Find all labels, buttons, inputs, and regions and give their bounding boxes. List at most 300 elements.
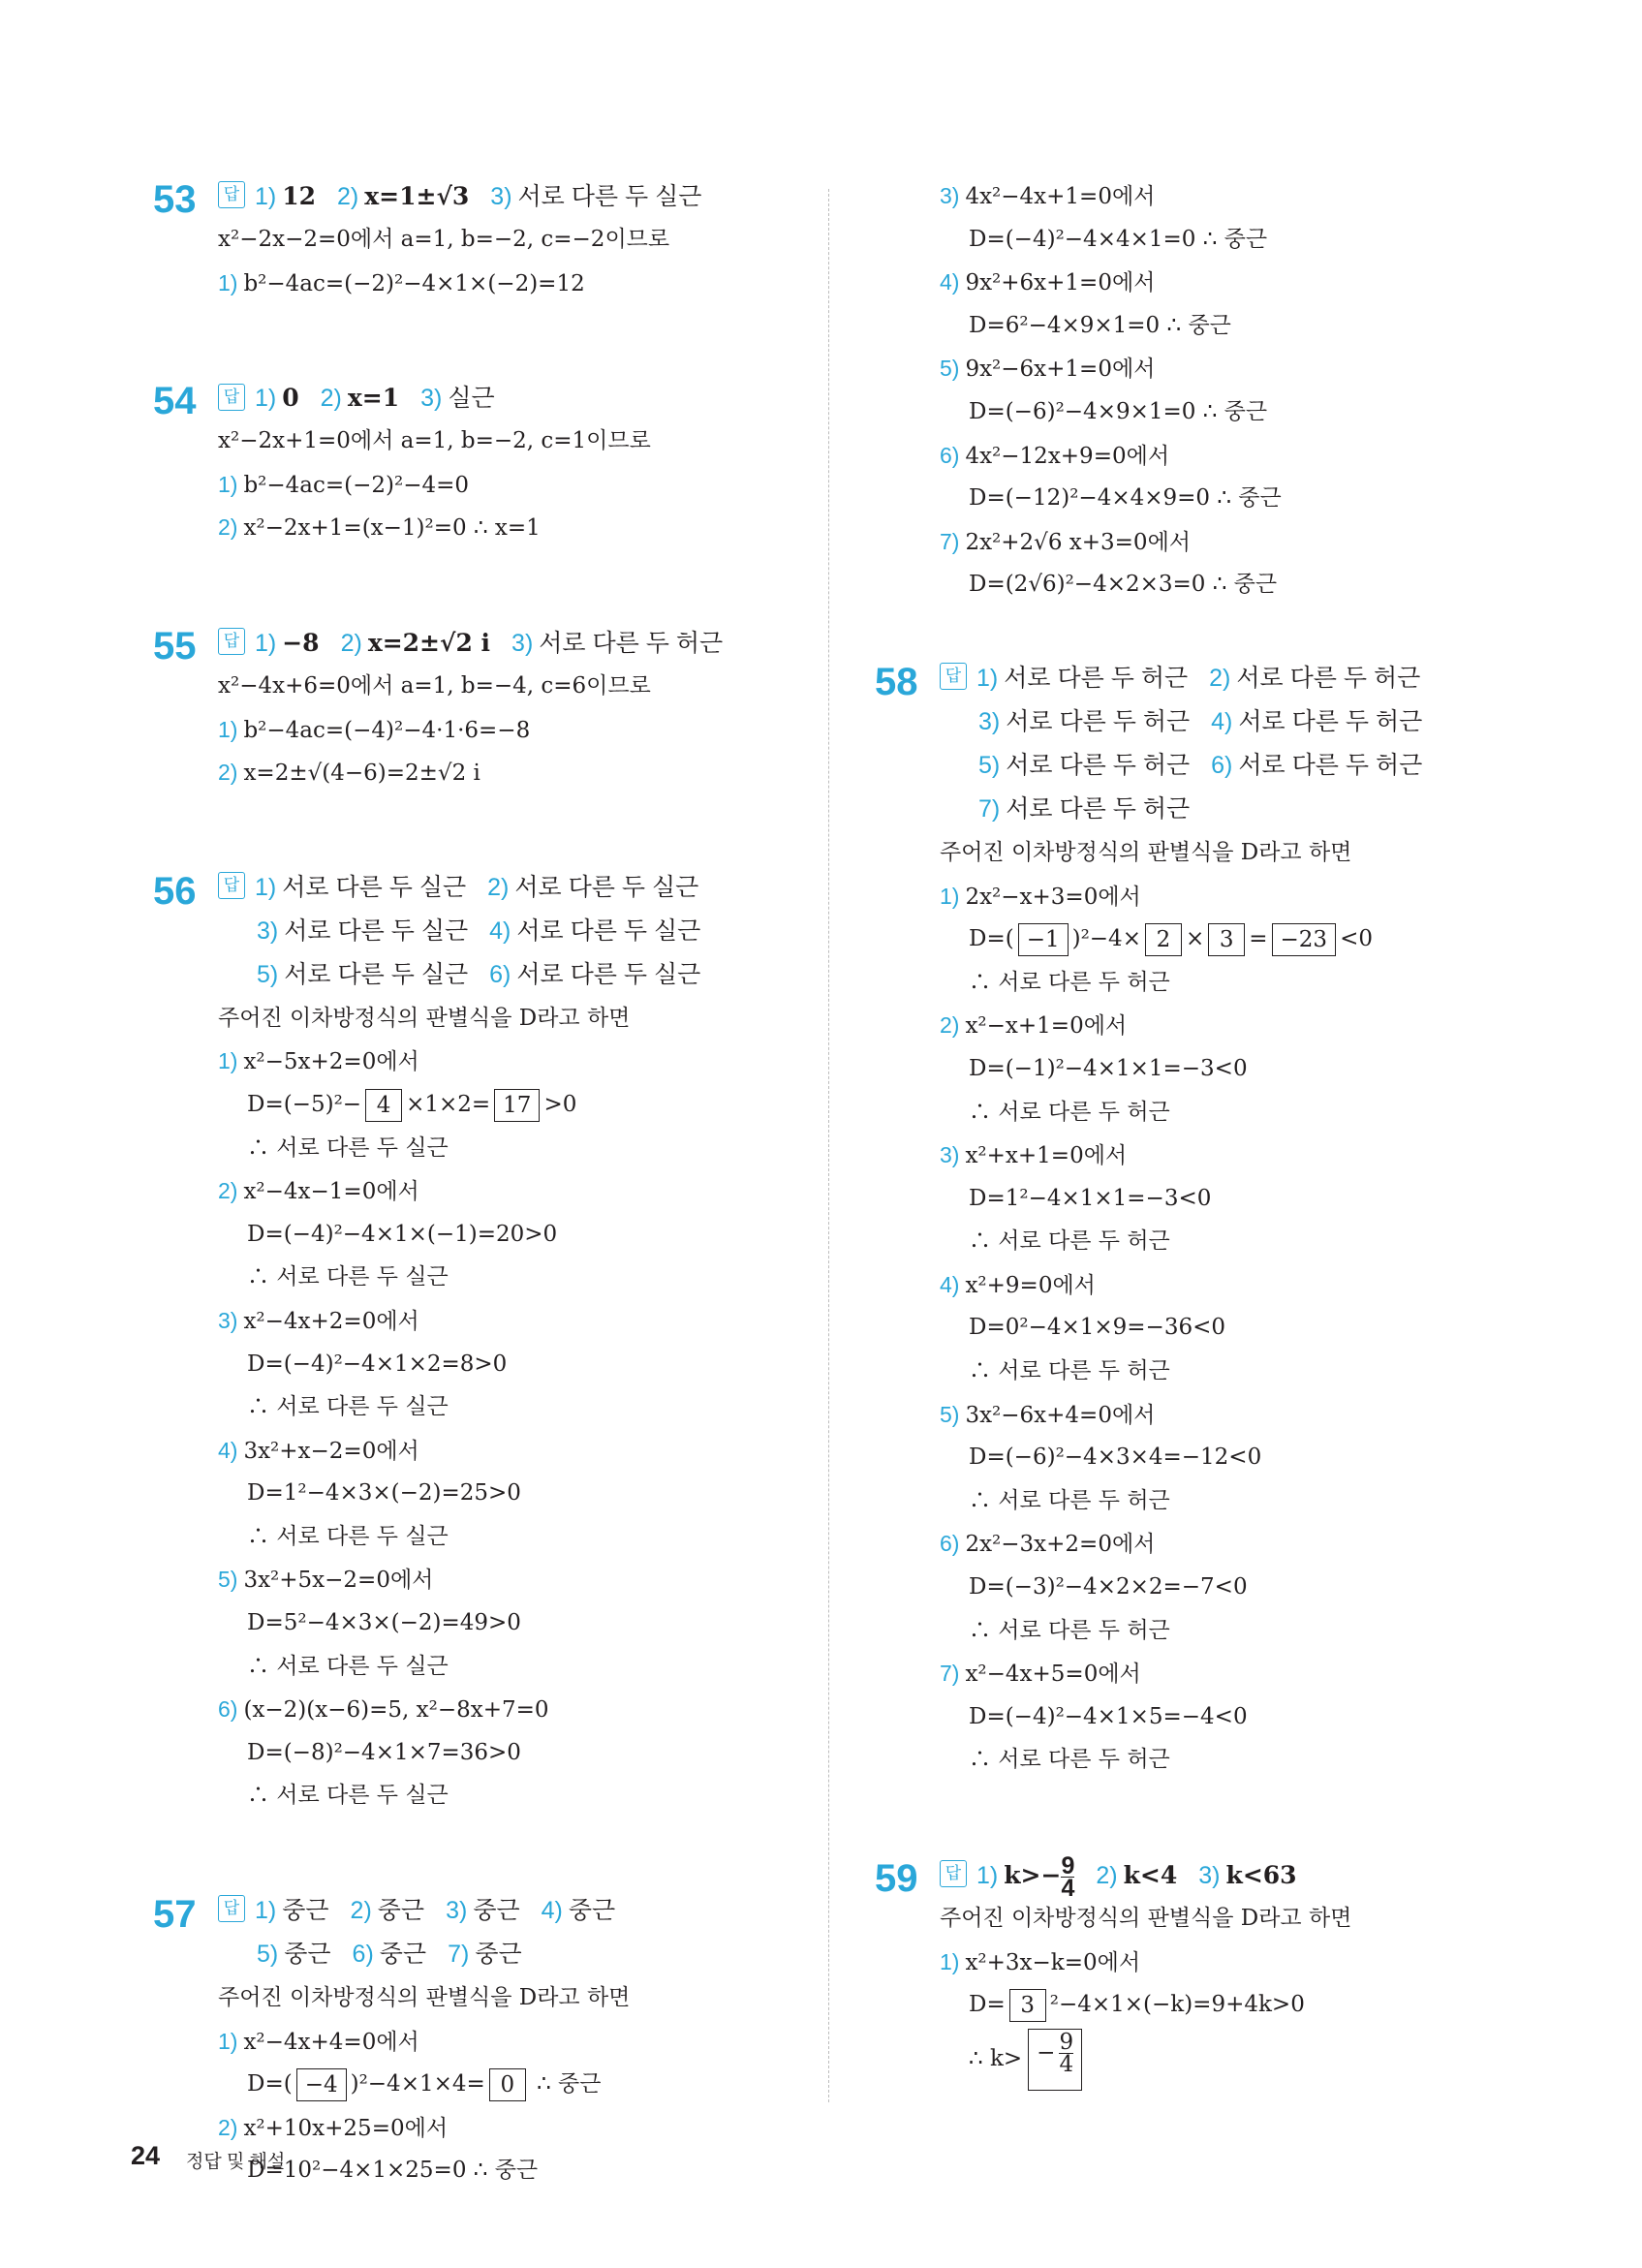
- item-number: 4): [489, 917, 511, 945]
- solution-line: [969, 1436, 1453, 1479]
- answer-value: 서로 다른 두 실근: [516, 960, 701, 988]
- solution-line: [247, 1731, 809, 1775]
- solution-line: [969, 1695, 1453, 1739]
- solution-text: D=(−4)²−4×1×5=−4<0: [969, 1703, 1248, 1729]
- item-number: 2): [487, 873, 510, 901]
- answer-value: 서로 다른 두 허근: [1006, 751, 1191, 779]
- answer-block: [218, 621, 809, 665]
- solution-line: [247, 1515, 809, 1559]
- answer-box: 2: [1145, 923, 1182, 956]
- solution-text: b²−4ac=(−4)²−4·1·6=−8: [243, 717, 531, 743]
- solution-text: x²−4x+4=0에서: [243, 2029, 419, 2055]
- solution-text: 3x²+5x−2=0에서: [243, 1568, 434, 1594]
- answer-block: [940, 657, 1453, 831]
- problem-block: [150, 376, 809, 549]
- solution-line: [940, 1393, 1453, 1437]
- solution-text: x²−5x+2=0에서: [243, 1049, 419, 1075]
- solution-line: [940, 1263, 1453, 1307]
- solution-line: [969, 218, 1453, 262]
- solution-line: [247, 1256, 809, 1299]
- solution-text: x=2±√(4−6)=2±√2 i: [243, 761, 480, 787]
- solution-text: D=(−8)²−4×1×7=36>0: [247, 1739, 521, 1765]
- solution-text: ∴ 서로 다른 두 허근: [969, 1487, 1170, 1513]
- answer-value: k<63: [1225, 1861, 1297, 1889]
- solution-line: [969, 1566, 1453, 1609]
- answer-value: 서로 다른 두 허근: [1006, 794, 1191, 823]
- solution-text: 9x²−6x+1=0에서: [965, 357, 1156, 383]
- solution-line: [218, 1429, 809, 1473]
- answer-box: 0: [489, 2068, 526, 2101]
- solution-text: b²−4ac=(−2)²−4=0: [243, 472, 470, 498]
- solution-text: D=5²−4×3×(−2)=49>0: [247, 1610, 521, 1636]
- solution-line: [218, 2020, 809, 2064]
- solution-line: [969, 917, 1453, 961]
- solution-text: D=: [969, 1992, 1006, 2018]
- answer-value: x=1: [347, 384, 400, 413]
- answer-item: [255, 1897, 329, 1924]
- solution-line: [969, 2027, 1453, 2091]
- solution-line: [940, 1897, 1453, 1941]
- solution-line: [218, 419, 809, 463]
- answer-item: [353, 1941, 427, 1968]
- solution-line: [940, 1522, 1453, 1566]
- item-number: 2): [218, 514, 238, 541]
- solution-line: [218, 262, 809, 305]
- solution-text: x²+10x+25=0에서: [243, 2115, 449, 2141]
- solution-text: ×: [1185, 926, 1205, 952]
- item-number: 4): [940, 269, 960, 295]
- answer-value: 서로 다른 두 실근: [516, 917, 701, 945]
- item-number: 4): [541, 1897, 563, 1925]
- answer-item: [1096, 1862, 1177, 1889]
- solution-line: [247, 1127, 809, 1170]
- item-number: 1): [255, 629, 277, 657]
- solution-text: D=1²−4×1×1=−3<0: [969, 1185, 1212, 1211]
- answer-value: 중근: [377, 1897, 425, 1925]
- item-number: 7): [978, 794, 1001, 823]
- item-number: 5): [218, 1567, 238, 1593]
- solution-text: x²−x+1=0에서: [965, 1013, 1128, 1040]
- answer-block: [218, 376, 809, 419]
- item-number: 2): [218, 760, 238, 786]
- solution-text: (x−2)(x−6)=5, x²−8x+7=0: [243, 1697, 549, 1724]
- solution-line: [218, 1688, 809, 1731]
- solution-text: 주어진 이차방정식의 판별식을 D라고 하면: [218, 1005, 631, 1031]
- solution-line: [247, 1343, 809, 1386]
- item-number: 3): [978, 707, 1001, 735]
- problem-block: [872, 1853, 1453, 2091]
- answer-item: [351, 1897, 425, 1924]
- solution-text: 주어진 이차방정식의 판별식을 D라고 하면: [940, 839, 1352, 865]
- solution-text: 주어진 이차방정식의 판별식을 D라고 하면: [940, 1906, 1352, 1931]
- answer-item: [978, 752, 1190, 779]
- answer-box: 4: [365, 1089, 402, 1122]
- answer-item: [542, 1897, 616, 1924]
- answer-value: 중근: [284, 1941, 331, 1969]
- item-number: 5): [257, 1941, 279, 1969]
- answer-value: 12: [282, 182, 317, 210]
- answer-item: [489, 917, 700, 945]
- item-number: 2): [340, 629, 362, 657]
- solution-text: D=(2√6)²−4×2×3=0 ∴ 중근: [969, 572, 1278, 598]
- boxed-fraction: [1037, 2029, 1074, 2077]
- answer-item: [255, 385, 299, 412]
- answer-item: [1211, 708, 1422, 735]
- problem-block: [150, 174, 809, 304]
- item-number: 1): [218, 269, 238, 295]
- item-number: 6): [352, 1941, 374, 1969]
- answer-item: [490, 183, 701, 210]
- answer-value: k<4: [1123, 1861, 1178, 1889]
- answer-item: [255, 874, 466, 901]
- item-number: 3): [1198, 1862, 1221, 1889]
- solution-line: [940, 875, 1453, 918]
- answer-item: [448, 1941, 522, 1968]
- answer-box: 17: [494, 1089, 540, 1122]
- item-number: 1): [218, 1048, 238, 1074]
- solution-text: D=1²−4×3×(−2)=25>0: [247, 1480, 521, 1507]
- answer-line: [940, 788, 1453, 831]
- item-number: 5): [940, 356, 960, 382]
- item-number: 6): [489, 960, 511, 988]
- solution-text: ∴ 서로 다른 두 허근: [969, 1747, 1170, 1773]
- item-number: 2): [320, 385, 342, 413]
- solution-text: ∴ 서로 다른 두 허근: [969, 1358, 1170, 1384]
- answer-block: [940, 1851, 1453, 1902]
- solution-line: [218, 1040, 809, 1083]
- answer-value: 중근: [473, 1897, 520, 1925]
- answer-line: [218, 621, 809, 665]
- solution-line: [940, 174, 1453, 218]
- solution-line: [940, 347, 1453, 390]
- solution-line: [218, 751, 809, 794]
- solution-text: x²−4x+6=0에서 a=1, b=−4, c=6이므로: [218, 672, 651, 699]
- answer-value: 서로 다른 두 허근: [1236, 664, 1421, 692]
- solution-line: [969, 1306, 1453, 1350]
- solution-text: b²−4ac=(−2)²−4×1×(−2)=12: [243, 270, 585, 296]
- answer-value: k>−: [1004, 1861, 1062, 1889]
- answer-value: 중근: [568, 1897, 616, 1925]
- solution-text: x²−2x+1=(x−1)²=0 ∴ x=1: [243, 515, 541, 542]
- item-number: 2): [1096, 1862, 1118, 1889]
- answer-badge: 답: [940, 1860, 967, 1887]
- answer-line: [940, 700, 1453, 744]
- solution-text: x²−4x+5=0에서: [965, 1662, 1141, 1688]
- item-number: 1): [255, 1897, 277, 1925]
- solution-line: [247, 1213, 809, 1257]
- answer-value: 중근: [379, 1941, 427, 1969]
- solution-text: ∴ 서로 다른 두 허근: [969, 1228, 1170, 1255]
- item-number: 3): [490, 183, 512, 210]
- answer-box: −4: [296, 2068, 347, 2101]
- solution-text: x²−4x+2=0에서: [243, 1308, 419, 1334]
- solution-line: [940, 1941, 1453, 1984]
- answer-item: [257, 917, 468, 945]
- item-number: 7): [448, 1941, 470, 1969]
- answer-item: [1198, 1862, 1296, 1889]
- solution-text: ∴ 서로 다른 두 실근: [247, 1264, 449, 1290]
- answer-line: [218, 910, 809, 953]
- item-number: 3): [218, 1307, 238, 1333]
- item-number: 4): [940, 1271, 960, 1297]
- solution-text: x²+9=0에서: [965, 1272, 1096, 1298]
- answer-line: [218, 866, 809, 910]
- solution-line: [218, 1169, 809, 1213]
- solution-text: 주어진 이차방정식의 판별식을 D라고 하면: [218, 1985, 631, 2011]
- answer-block: [218, 174, 809, 218]
- solution-text: ∴ 서로 다른 두 실근: [247, 1783, 449, 1809]
- answer-badge: 답: [218, 384, 245, 411]
- answer-value: x=2±√2 i: [367, 628, 491, 657]
- answer-value: 서로 다른 두 실근: [284, 960, 469, 988]
- solution-line: [218, 218, 809, 262]
- solution-text: x²−2x+1=0에서 a=1, b=−2, c=1이므로: [218, 428, 651, 454]
- answer-line: [940, 1851, 1453, 1902]
- item-number: 3): [940, 1142, 960, 1168]
- answer-item: [341, 630, 490, 657]
- solution-line: [218, 997, 809, 1041]
- answer-box: [1028, 2029, 1082, 2091]
- right-column: [872, 174, 1453, 2162]
- solution-text: x²+3x−k=0에서: [965, 1949, 1141, 1975]
- solution-text: ∴ k>: [969, 2045, 1023, 2071]
- solution-text: D=10²−4×1×25=0 ∴ 중근: [247, 2158, 539, 2184]
- answer-badge: 답: [218, 1895, 245, 1922]
- solution-text: D=(−6)²−4×9×1=0 ∴ 중근: [969, 398, 1268, 424]
- solution-line: [969, 1609, 1453, 1653]
- solution-line: [247, 2063, 809, 2106]
- answer-item: [511, 630, 723, 657]
- answer-box: 3: [1009, 1989, 1046, 2022]
- solution-line: [969, 1047, 1453, 1091]
- answer-item: [337, 183, 469, 210]
- solution-text: ²−4×1×(−k)=9+4k>0: [1049, 1992, 1305, 2018]
- problem-number: 53: [153, 178, 197, 221]
- solution-text: ∴ 서로 다른 두 허근: [969, 969, 1170, 995]
- answer-item: [976, 665, 1188, 692]
- item-number: 2): [337, 183, 359, 210]
- solution-text: D=(−3)²−4×2×2=−7<0: [969, 1574, 1248, 1600]
- solution-line: [218, 506, 809, 549]
- solution-line: [940, 1652, 1453, 1695]
- solution-text: D=(−1)²−4×1×1=−3<0: [969, 1055, 1248, 1081]
- solution-text: D=0²−4×1×9=−36<0: [969, 1315, 1225, 1341]
- answer-badge: 답: [218, 181, 245, 208]
- solution-text: ∴ 서로 다른 두 실근: [247, 1394, 449, 1420]
- solution-line: [969, 1350, 1453, 1393]
- solution-text: 3x²+x−2=0에서: [243, 1438, 419, 1464]
- answer-value: 서로 다른 두 허근: [1004, 664, 1189, 692]
- solution-text: ∴ 서로 다른 두 실근: [247, 1653, 449, 1679]
- numerator: 9: [1059, 2029, 1074, 2055]
- solution-line: [940, 520, 1453, 564]
- answer-item: [446, 1897, 520, 1924]
- answer-value: 실근: [448, 385, 495, 413]
- answer-item: [1211, 752, 1422, 779]
- answer-line: [218, 1933, 809, 1976]
- item-number: 3): [446, 1897, 468, 1925]
- solution-line: [969, 1091, 1453, 1134]
- item-number: 1): [218, 2028, 238, 2054]
- answer-line: [940, 657, 1453, 700]
- item-number: 1): [255, 385, 277, 413]
- solution-text: D=(−12)²−4×4×9=0 ∴ 중근: [969, 485, 1282, 512]
- item-number: 2): [218, 2114, 238, 2140]
- solution-line: [218, 708, 809, 752]
- item-number: 7): [940, 1661, 960, 1687]
- solution-line: [218, 1299, 809, 1343]
- sign: −: [1037, 2040, 1056, 2066]
- answer-value: 중근: [475, 1941, 522, 1969]
- solution-line: [218, 665, 809, 708]
- denominator: 4: [1061, 1874, 1075, 1902]
- answer-line: [218, 953, 809, 997]
- item-number: 5): [978, 751, 1001, 779]
- problem-number: 59: [875, 1857, 918, 1900]
- answer-block: [218, 866, 809, 997]
- solution-text: 2x²−x+3=0에서: [965, 884, 1141, 910]
- solution-line: [247, 1472, 809, 1515]
- solution-text: ∴ 서로 다른 두 실근: [247, 1134, 449, 1161]
- answer-value: −8: [282, 628, 320, 657]
- problem-number: 56: [153, 869, 197, 913]
- solution-text: ∴ 서로 다른 두 실근: [247, 1523, 449, 1549]
- problem-number: 55: [153, 624, 197, 668]
- answer-value: 중근: [282, 1897, 329, 1925]
- answer-fraction: [1061, 1851, 1075, 1902]
- answer-item: [257, 961, 468, 988]
- solution-line: [940, 831, 1453, 875]
- solution-text: 2x²+2√6 x+3=0에서: [965, 529, 1191, 555]
- footer-title: 정답 및 해설: [186, 2152, 286, 2172]
- solution-line: [247, 1774, 809, 1818]
- answer-value: 서로 다른 두 허근: [1006, 707, 1191, 735]
- answer-item: [978, 795, 1190, 823]
- item-number: 1): [976, 1862, 999, 1889]
- solution-text: D=(−5)²−: [247, 1091, 362, 1117]
- solution-line: [969, 1738, 1453, 1782]
- item-number: 4): [1211, 707, 1233, 735]
- solution-text: ∴ 서로 다른 두 허근: [969, 1099, 1170, 1125]
- answer-item: [489, 961, 700, 988]
- solution-text: ×1×2=: [406, 1091, 491, 1117]
- answer-line: [218, 376, 809, 419]
- solution-line: [969, 1479, 1453, 1523]
- item-number: 1): [255, 873, 277, 901]
- item-number: 2): [940, 1012, 960, 1039]
- item-number: 3): [257, 917, 279, 945]
- answer-box: 3: [1208, 923, 1245, 956]
- page-number: 24: [131, 2141, 161, 2170]
- item-number: 5): [940, 1401, 960, 1427]
- item-number: 1): [218, 471, 238, 497]
- answer-item: [257, 1941, 331, 1968]
- solution-line: [218, 463, 809, 507]
- answer-block: [218, 1889, 809, 1976]
- item-number: 6): [940, 442, 960, 468]
- answer-line: [218, 174, 809, 218]
- item-number: 5): [257, 960, 279, 988]
- answer-badge: 답: [940, 663, 967, 690]
- solution-line: [969, 304, 1453, 348]
- item-number: 4): [218, 1437, 238, 1463]
- solution-text: <0: [1340, 926, 1373, 952]
- problem-number: 57: [153, 1893, 197, 1937]
- answer-value: x=1±√3: [364, 182, 470, 210]
- solution-text: D=6²−4×9×1=0 ∴ 중근: [969, 312, 1231, 338]
- solution-line: [940, 434, 1453, 478]
- solution-text: >0: [543, 1091, 577, 1117]
- solution-line: [218, 2106, 809, 2150]
- item-number: 1): [218, 716, 238, 742]
- solution-text: x²+x+1=0에서: [965, 1143, 1128, 1169]
- denominator: 4: [1059, 2051, 1074, 2077]
- solution-line: [940, 261, 1453, 304]
- solution-line: [218, 1558, 809, 1601]
- problem-block: [872, 657, 1453, 1782]
- solution-text: D=(: [247, 2071, 293, 2097]
- item-number: 2): [218, 1178, 238, 1204]
- answer-item: [420, 385, 495, 412]
- solution-text: =: [1249, 926, 1268, 952]
- problem-number: 58: [875, 660, 918, 703]
- item-number: 1): [255, 183, 277, 210]
- item-number: 3): [511, 629, 534, 657]
- problem-block: [150, 866, 809, 1818]
- numerator: 9: [1061, 1851, 1075, 1880]
- item-number: 1): [940, 883, 960, 909]
- solution-line: [218, 1976, 809, 2020]
- fraction: [1059, 2029, 1074, 2077]
- answer-line: [940, 744, 1453, 788]
- solution-line: [940, 1134, 1453, 1177]
- item-number: 1): [976, 664, 999, 692]
- item-number: 3): [940, 183, 960, 208]
- solution-text: D=(−4)²−4×1×(−1)=20>0: [247, 1221, 558, 1247]
- answer-box: −1: [1018, 923, 1069, 956]
- item-number: 2): [1209, 664, 1231, 692]
- solution-line: [247, 1385, 809, 1429]
- solution-text: D=(−4)²−4×4×1=0 ∴ 중근: [969, 226, 1268, 252]
- solution-text: 4x²−4x+1=0에서: [965, 184, 1156, 209]
- column-divider: [828, 189, 829, 2102]
- answer-value: 0: [282, 384, 299, 413]
- answer-item: [255, 630, 320, 657]
- answer-box: −23: [1272, 923, 1337, 956]
- answer-item: [255, 183, 316, 210]
- solution-line: [969, 961, 1453, 1005]
- answer-badge: 답: [218, 872, 245, 899]
- solution-line: [969, 477, 1453, 520]
- problem-block: [872, 174, 1453, 606]
- answer-item: [1209, 665, 1420, 692]
- solution-text: 4x²−12x+9=0에서: [965, 443, 1170, 469]
- answer-value: 서로 다른 두 허근: [539, 629, 724, 657]
- answer-item: [978, 708, 1190, 735]
- solution-line: [969, 563, 1453, 606]
- solution-line: [969, 1177, 1453, 1221]
- item-number: 6): [218, 1696, 238, 1723]
- item-number: 6): [1211, 751, 1233, 779]
- solution-text: D=(: [969, 926, 1014, 952]
- answer-value: 서로 다른 두 실근: [514, 873, 699, 901]
- answer-badge: 답: [218, 628, 245, 655]
- solution-text: 9x²+6x+1=0에서: [965, 270, 1156, 296]
- answer-value: 서로 다른 두 실근: [517, 183, 702, 210]
- solution-line: [247, 1601, 809, 1645]
- answer-value: 서로 다른 두 허근: [1238, 707, 1423, 735]
- item-number: 1): [940, 1948, 960, 1974]
